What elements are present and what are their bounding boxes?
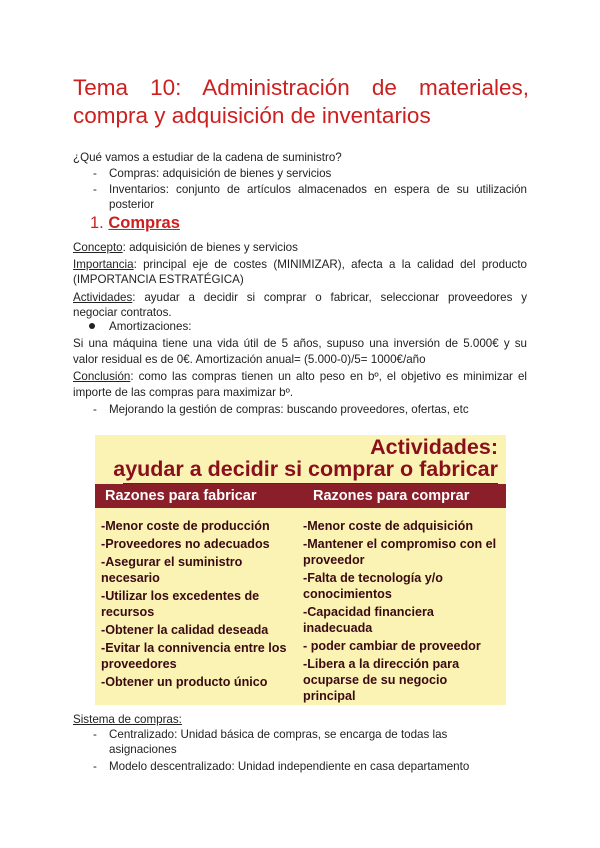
- importancia-line-1: [73, 257, 527, 272]
- dash-marker: -: [93, 167, 97, 180]
- figure-header-bar: [95, 484, 506, 508]
- conclusion-line-1: [73, 369, 527, 384]
- bullet-dot: [89, 323, 95, 329]
- fabricar-reason: -Proveedores no adecuados: [101, 537, 270, 551]
- conclusion-text: : como las compras tienen un alto peso en bº, el objetivo es minimizar el: [130, 370, 527, 383]
- comprar-reasons-list: [303, 518, 503, 706]
- page-title: [73, 74, 529, 130]
- intro-item-inventarios-cont: posterior: [109, 198, 155, 211]
- figure-subtitle: ayudar a decidir si comprar o fabricar: [113, 457, 498, 481]
- conclusion-label: Conclusión: [73, 370, 131, 383]
- fabricar-reasons-list: [101, 518, 301, 692]
- actividades-text: : ayudar a decidir si comprar o fabricar, seleccionar proveedores y: [132, 291, 527, 304]
- importancia-line-2: (IMPORTANCIA ESTRATÉGICA): [73, 273, 244, 286]
- dash-marker: -: [93, 183, 97, 196]
- fabricar-reason: -Obtener la calidad deseada: [101, 623, 269, 637]
- concepto-line: [73, 240, 298, 255]
- concepto-label: Concepto: [73, 241, 123, 254]
- figure-title: Actividades:: [370, 435, 498, 459]
- header-razones-comprar: Razones para comprar: [313, 488, 470, 504]
- fabricar-reason: -Obtener un producto único: [101, 675, 268, 689]
- intro-question: ¿Qué vamos a estudiar de la cadena de suministro?: [73, 151, 342, 164]
- sistema-item-descentralizado: Modelo descentralizado: Unidad independiente en casa departamento: [109, 760, 470, 773]
- intro-item-inventarios: Inventarios: conjunto de artículos almacenados en espera de su utilización: [109, 183, 527, 196]
- amortizaciones-line-2: valor residual es de 0€. Amortización anual= (5.000-0)/5= 1000€/año: [73, 353, 426, 366]
- section-number: 1.: [90, 214, 104, 232]
- concepto-text: : adquisición de bienes y servicios: [122, 241, 298, 254]
- header-razones-fabricar: Razones para fabricar: [105, 488, 257, 504]
- comprar-reason: -Menor coste de adquisición: [303, 519, 474, 533]
- sistema-item-centralizado-cont: asignaciones: [109, 743, 177, 756]
- actividades-label: Actividades: [73, 291, 133, 304]
- dash-marker: -: [93, 403, 97, 416]
- dash-marker: -: [93, 728, 97, 741]
- actividades-line-1: [73, 290, 527, 305]
- comprar-reason: -Mantener el compromiso con el proveedor: [303, 537, 497, 567]
- page-title-line-2: compra y adquisición de inventarios: [73, 103, 431, 128]
- actividades-line-2: negociar contratos.: [73, 306, 172, 319]
- fabricar-reason: -Menor coste de producción: [101, 519, 270, 533]
- comprar-reason: - poder cambiar de proveedor: [303, 639, 481, 653]
- amortizaciones-line-1: Si una máquina tiene una vida útil de 5 años, supuso una inversión de 5.000€ y su: [73, 337, 527, 350]
- conclusion-line-2: importe de las compras para maximizar bº.: [73, 386, 294, 399]
- intro-item-compras: Compras: adquisición de bienes y servicios: [109, 167, 332, 180]
- importancia-text: : principal eje de costes (MINIMIZAR), afecta a la calidad del producto: [133, 258, 527, 271]
- comprar-reason: -Capacidad financiera inadecuada: [303, 605, 434, 635]
- page-title-line-1: Tema 10: Administración de materiales,: [73, 75, 529, 100]
- fabricar-reason: -Asegurar el suministro necesario: [101, 555, 243, 585]
- importancia-label: Importancia: [73, 258, 134, 271]
- comprar-reason: -Libera a la dirección para ocuparse de su negocio principal: [303, 657, 460, 703]
- comprar-reason: -Falta de tecnología y/o conocimientos: [303, 571, 443, 601]
- fabricar-reason: -Evitar la connivencia entre los proveedores: [101, 641, 287, 671]
- activities-figure: [95, 435, 506, 705]
- section-heading-compras: [90, 213, 180, 233]
- amortizaciones-bullet: Amortizaciones:: [109, 320, 192, 333]
- sistema-label: Sistema de compras:: [73, 713, 182, 726]
- dash-marker: -: [93, 760, 97, 773]
- fabricar-reason: -Utilizar los excedentes de recursos: [101, 589, 260, 619]
- conclusion-item: Mejorando la gestión de compras: buscando proveedores, ofertas, etc: [109, 403, 469, 416]
- sistema-item-centralizado: Centralizado: Unidad básica de compras, se encarga de todas las: [109, 728, 448, 741]
- section-title: Compras: [108, 214, 180, 232]
